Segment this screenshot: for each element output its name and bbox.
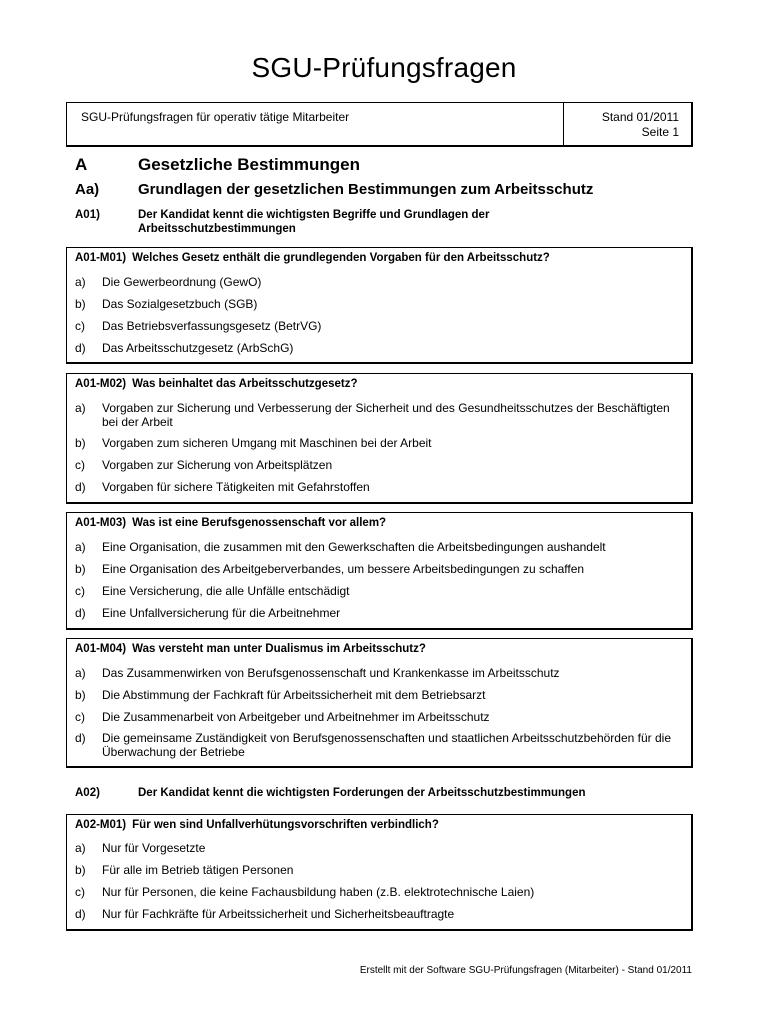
answer-letter: b) — [75, 297, 86, 311]
question-header — [75, 252, 550, 264]
objective-text: Der Kandidat kennt die wichtigsten Forderungen der Arbeitsschutzbestimmungen — [138, 787, 586, 799]
answer-letter: b) — [75, 688, 86, 702]
page-title: SGU-Prüfungsfragen — [251, 52, 517, 83]
question-card — [66, 512, 693, 630]
answer-letter: a) — [75, 401, 86, 415]
answer-letter: d) — [75, 606, 86, 620]
answer-letter: c) — [75, 458, 85, 472]
answer-letter: a) — [75, 275, 86, 289]
answer-text: Eine Organisation, die zusammen mit den Gewerkschaften die Arbeitsbedingungen aushandelt — [102, 540, 606, 554]
answer-text: Vorgaben zum sicheren Umgang mit Maschinen bei der Arbeit — [102, 436, 432, 450]
answer-text: Die gemeinsame Zuständigkeit von Berufsgenossenschaften und staatlichen Arbeitsschutzbehörden für die Überwachung der Betriebe — [102, 731, 672, 759]
question-card — [66, 638, 693, 768]
answer-text: Vorgaben zur Sicherung und Verbesserung der Sicherheit und des Gesundheitsschutzes der Beschäftigten bei der Arbeit — [102, 401, 670, 429]
question-id: A01-M04) — [75, 643, 127, 655]
answer-text: Das Zusammenwirken von Berufsgenossenschaft und Krankenkasse im Arbeitsschutz — [102, 666, 560, 680]
answer-text: Für alle im Betrieb tätigen Personen — [102, 863, 294, 877]
question-text: Welches Gesetz enthält die grundlegenden Vorgaben für den Arbeitsschutz? — [132, 252, 550, 264]
header-divider — [563, 103, 564, 145]
question-card — [66, 814, 693, 931]
answer-letter: d) — [75, 731, 86, 745]
answer-text: Nur für Fachkräfte für Arbeitssicherheit und Sicherheitsbeauftragte — [102, 907, 455, 921]
question-card — [66, 247, 693, 364]
header-page-number: Seite 1 — [641, 125, 679, 139]
question-text: Für wen sind Unfallverhütungsvorschriften verbindlich? — [132, 819, 439, 831]
answer-letter: b) — [75, 436, 86, 450]
question-header — [75, 819, 439, 831]
question-text: Was ist eine Berufsgenossenschaft vor allem? — [132, 517, 387, 529]
answer-text: Nur für Personen, die keine Fachausbildung haben (z.B. elektrotechnische Laien) — [102, 885, 535, 899]
objective-code: A01) — [75, 209, 100, 221]
question-id: A02-M01) — [75, 819, 127, 831]
answer-text: Das Arbeitsschutzgesetz (ArbSchG) — [102, 341, 294, 355]
answer-text: Die Zusammenarbeit von Arbeitgeber und Arbeitnehmer im Arbeitsschutz — [102, 710, 490, 724]
section-title: Gesetzliche Bestimmungen — [138, 155, 361, 174]
question-card — [66, 373, 693, 504]
question-header — [75, 517, 386, 529]
section-code: A — [75, 155, 88, 174]
question-text: Was versteht man unter Dualismus im Arbeitsschutz? — [132, 643, 426, 655]
question-header — [75, 378, 358, 390]
question-header — [75, 643, 426, 655]
answer-text: Die Gewerbeordnung (GewO) — [102, 275, 262, 289]
answer-letter: a) — [75, 666, 86, 680]
objective-code: A02) — [75, 787, 100, 799]
question-id: A01-M03) — [75, 517, 127, 529]
answer-letter: d) — [75, 341, 86, 355]
header-stand: Stand 01/2011 — [601, 110, 679, 124]
answer-letter: b) — [75, 562, 86, 576]
answer-text: Eine Organisation des Arbeitgeberverbandes, um bessere Arbeitsbedingungen zu schaffen — [102, 562, 585, 576]
question-id: A01-M01) — [75, 252, 127, 264]
document-header — [66, 102, 693, 147]
answer-letter: c) — [75, 885, 85, 899]
question-text: Was beinhaltet das Arbeitsschutzgesetz? — [132, 378, 358, 390]
subsection-code: Aa) — [75, 181, 100, 198]
header-meta — [602, 110, 679, 140]
page-footer: Erstellt mit der Software SGU-Prüfungsfragen (Mitarbeiter) - Stand 01/2011 — [359, 965, 692, 976]
answer-text: Eine Versicherung, die alle Unfälle entschädigt — [102, 584, 350, 598]
answer-letter: b) — [75, 863, 86, 877]
answer-text: Vorgaben zur Sicherung von Arbeitsplätzen — [102, 458, 333, 472]
answer-letter: a) — [75, 841, 86, 855]
answer-text: Eine Unfallversicherung für die Arbeitnehmer — [102, 606, 341, 620]
objective-text: Der Kandidat kennt die wichtigsten Begriffe und Grundlagen der Arbeitsschutzbestimmungen — [138, 209, 490, 235]
answer-text: Das Sozialgesetzbuch (SGB) — [102, 297, 258, 311]
question-id: A01-M02) — [75, 378, 127, 390]
answer-letter: c) — [75, 584, 85, 598]
answer-letter: d) — [75, 480, 86, 494]
answer-text: Vorgaben für sichere Tätigkeiten mit Gefahrstoffen — [102, 480, 370, 494]
answer-text: Die Abstimmung der Fachkraft für Arbeitssicherheit mit dem Betriebsarzt — [102, 688, 486, 702]
answer-letter: a) — [75, 540, 86, 554]
answer-text: Nur für Vorgesetzte — [102, 841, 206, 855]
answer-letter: c) — [75, 319, 85, 333]
answer-text: Das Betriebsverfassungsgesetz (BetrVG) — [102, 319, 322, 333]
answer-letter: d) — [75, 907, 86, 921]
subsection-title: Grundlagen der gesetzlichen Bestimmungen zum Arbeitsschutz — [138, 181, 594, 198]
answer-letter: c) — [75, 710, 85, 724]
header-description: SGU-Prüfungsfragen für operativ tätige Mitarbeiter — [81, 110, 350, 124]
